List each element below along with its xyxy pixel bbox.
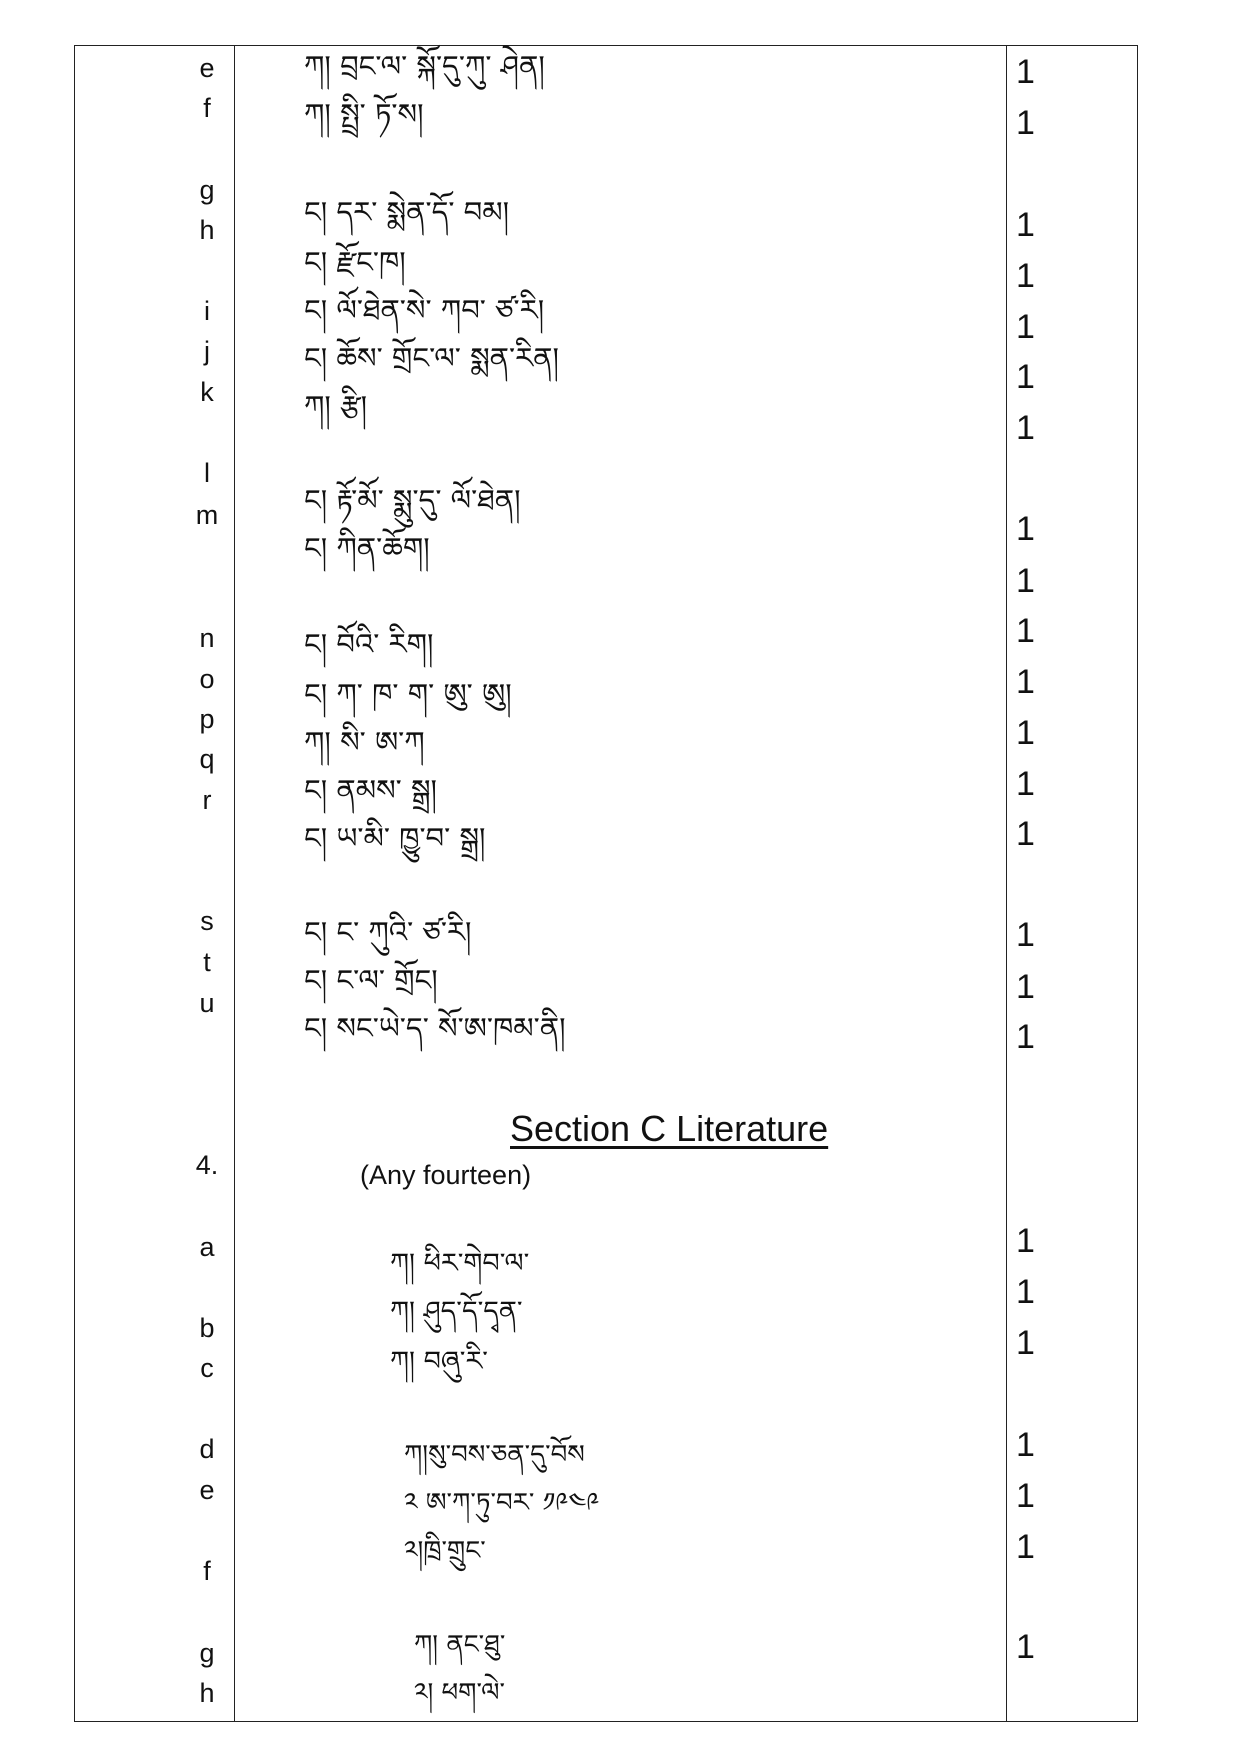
mark-value: 1 (1016, 815, 1035, 853)
answer-text: ༢།ཁྲི་གྲུང་ (404, 1536, 486, 1566)
section-title: Section C Literature (510, 1108, 829, 1149)
question-label: g (199, 1638, 215, 1668)
mark-value: 1 (1016, 308, 1035, 346)
answer-text: ང། ནམས་ སྒྲ། (304, 773, 437, 807)
mark-value: 1 (1016, 510, 1035, 548)
mark-value: 1 (1016, 968, 1035, 1006)
answer-text: ཀ། བཞུ་རི་ (390, 1346, 488, 1377)
mark-value: 1 (1016, 1018, 1035, 1056)
answer-text: ང། བོའི་ རིག། (304, 627, 434, 661)
mark-value: 1 (1016, 257, 1035, 295)
question-label: a (199, 1232, 215, 1262)
mark-value: 1 (1016, 612, 1035, 650)
question-label: r (202, 785, 212, 815)
question-label: k (200, 377, 214, 407)
column-divider-right (1006, 45, 1007, 1722)
question-label: f (203, 93, 211, 123)
answer-text: ༢། ཕག་ལེ་ (414, 1678, 505, 1708)
answer-text: ཀ། ཤུད་དོ་དྭན་ (390, 1296, 523, 1327)
question-label: p (199, 704, 215, 734)
question-label: g (199, 175, 215, 205)
mark-value: 1 (1016, 1324, 1035, 1362)
mark-value: 1 (1016, 1426, 1035, 1464)
mark-value: 1 (1016, 1222, 1035, 1260)
mark-value: 1 (1016, 765, 1035, 803)
mark-value: 1 (1016, 663, 1035, 701)
mark-value: 1 (1016, 358, 1035, 396)
question-label: m (195, 500, 219, 530)
question-label: q (199, 744, 215, 774)
answer-text: ཀ། སི་ ཨ་ཀ (304, 725, 425, 759)
question-label: b (199, 1313, 215, 1343)
mark-value: 1 (1016, 409, 1035, 447)
question-label: n (199, 623, 215, 653)
question-label: s (200, 906, 214, 936)
answer-text: ང། ལོ་ཐེན་སེ་ ཀབ་ ཙ་རི། (304, 293, 545, 327)
mark-value: 1 (1016, 53, 1035, 91)
answer-text: ང། རྫོང་ཁ། (304, 245, 406, 279)
mark-value: 1 (1016, 562, 1035, 600)
question-label: o (199, 664, 215, 694)
mark-value: 1 (1016, 1477, 1035, 1515)
question-label: t (203, 947, 211, 977)
answer-text: ང། ཆོས་ གྲོང་ལ་ སྨན་རིན། (304, 341, 559, 375)
question-label: e (199, 53, 215, 83)
answer-text: ཀ། སྤྲི་ ཏོ་ས། (304, 97, 424, 131)
question-label: e (199, 1475, 215, 1505)
answer-text: ང། སང་ཡེ་ད་ སོ་ཨ་ཁམ་ནི། (304, 1011, 566, 1045)
answer-text: ཀ། བྲང་ལ་ སྐོ་དུ་ཀུ་ ཤེན། (304, 49, 545, 83)
answer-text: ཀ།སུ་བས་ཅན་དུ་བོས (404, 1440, 585, 1470)
answer-text: ང། ང་ལ་ གྲོང། (304, 963, 438, 997)
answer-text: ཀ། ཕིར་གེབ་ལ་ (390, 1248, 530, 1279)
answer-text: ང། ཀ་ ཁ་ ག་ ཨུ་ ཨུ། (304, 677, 512, 711)
mark-value: 1 (1016, 714, 1035, 752)
mark-value: 1 (1016, 1273, 1035, 1311)
mark-value: 1 (1016, 206, 1035, 244)
answer-text: ང། དར་ སྨེན་དོ་ བམ། (304, 195, 510, 229)
answer-text: ང། ཀིན་ཆོག། (304, 531, 430, 565)
question-label: f (203, 1556, 211, 1586)
question-label: l (204, 458, 210, 488)
question-label: j (204, 336, 210, 366)
column-divider-left (234, 45, 235, 1722)
answer-text: ཀ། རྩི། (304, 389, 368, 423)
question-number: 4. (195, 1150, 219, 1180)
question-label: h (199, 1678, 215, 1708)
mark-value: 1 (1016, 104, 1035, 142)
answer-text: ང། ཡ་མི་ ཁྱུ་བ་ སྒྲ། (304, 821, 486, 855)
question-label: d (199, 1434, 215, 1464)
question-label: u (199, 988, 215, 1018)
mark-value: 1 (1016, 916, 1035, 954)
question-label: i (204, 296, 210, 326)
question-label: h (199, 215, 215, 245)
mark-value: 1 (1016, 1628, 1035, 1666)
mark-value: 1 (1016, 1528, 1035, 1566)
section-subtitle: (Any fourteen) (360, 1160, 532, 1190)
answer-text: ང། ང་ ཀུའི་ ཙ་རི། (304, 915, 472, 949)
answer-text: ཀ། ནང་ཐུ་ (414, 1630, 506, 1660)
answer-text: ང། རྟོ་མོ་ སྨུ་དུ་ ལོ་ཐེན། (304, 483, 521, 517)
question-label: c (200, 1353, 214, 1383)
answer-text: ༢ ཨ་ཀ་ཏུ་བར་ ༡༩༤༩ (404, 1488, 600, 1518)
